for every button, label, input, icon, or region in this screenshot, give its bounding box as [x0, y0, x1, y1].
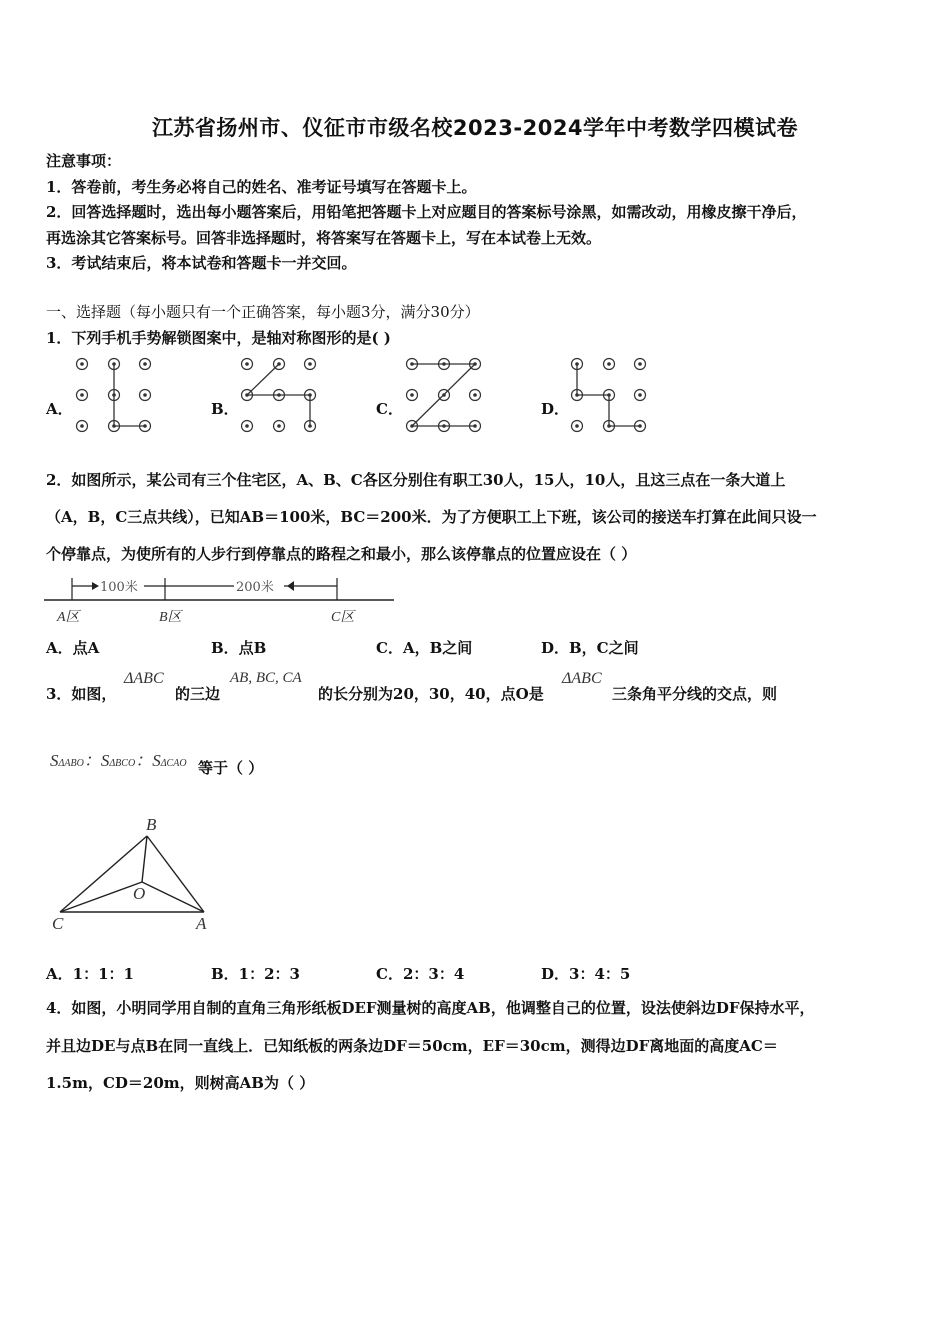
q1-option-b[interactable]: B．: [211, 400, 239, 418]
q3-mid2: 的长分别为20，30，40，点O是: [318, 685, 544, 703]
q3-mid1: 的三边: [175, 685, 221, 703]
q3-point-a: A: [196, 914, 207, 933]
q3-point-o: O: [133, 884, 146, 903]
q3-sides: AB, BC, CA: [230, 670, 302, 686]
notice-item: 再选涂其它答案标号。回答非选择题时，将答案写在答题卡上，写在本试卷上无效。: [46, 229, 602, 247]
q3-option-d[interactable]: D．3：4：5: [541, 965, 631, 983]
q4-line: 4．如图，小明同学用自制的直角三角形纸板DEF测量树的高度AB，他调整自己的位置，设法使斜边DF保持水平，: [46, 999, 815, 1017]
q4-line: 并且边DE与点B在同一直线上．已知纸板的两条边DF＝50cm，EF＝30cm，测得边DF离地面的高度AC＝: [46, 1037, 778, 1055]
q1-option-d[interactable]: D．: [541, 400, 570, 418]
q2-label-c: C区: [331, 610, 355, 625]
unlock-pattern-d: [565, 356, 650, 431]
page-title: 江苏省扬州市、仪征市市级名校2023-2024学年中考数学四模试卷: [151, 116, 799, 140]
q2-line: 个停靠点，为使所有的人步行到停靠点的路程之和最小，那么该停靠点的位置应设在（ ）: [46, 545, 637, 563]
q3-ratio-suffix: 等于（ ）: [198, 759, 264, 777]
q2-line: 2．如图所示，某公司有三个住宅区，A、B、C各区分别住有职工30人，15人，10人，且这三点在一条大道上: [46, 471, 786, 489]
q2-label-a: A区: [57, 610, 80, 625]
q1-option-c[interactable]: C．: [376, 400, 403, 418]
q3-triangle-figure: [52, 830, 212, 915]
notice-item: 1．答卷前，考生务必将自己的姓名、准考证号填写在答题卡上。: [46, 178, 477, 196]
q1-stem: 1．下列手机手势解锁图案中，是轴对称图形的是( ): [46, 329, 391, 347]
q2-label-b: B区: [159, 610, 182, 625]
q2-option-b[interactable]: B．点B: [211, 639, 267, 657]
q3-point-c: C: [52, 914, 64, 933]
q3-triangle-2: ΔABC: [562, 670, 602, 687]
unlock-pattern-a: [70, 356, 155, 431]
q3-area-ratio: SΔABO：SΔBCO：SΔCAO: [50, 751, 187, 770]
q2-label-ab: 100米: [100, 580, 138, 595]
q2-option-a[interactable]: A．点A: [46, 639, 100, 657]
unlock-pattern-b: [235, 356, 320, 431]
q2-option-c[interactable]: C．A，B之间: [376, 639, 473, 657]
notice-item: 2．回答选择题时，选出每小题答案后，用铅笔把答题卡上对应题目的答案标号涂黑，如需改动，用橡皮擦干净后，: [46, 203, 807, 221]
q3-point-b: B: [146, 815, 157, 834]
q2-line: （A，B，C三点共线），已知AB＝100米，BC＝200米．为了方便职工上下班，该公司的接送车打算在此间只设一: [46, 508, 817, 526]
q3-option-a[interactable]: A．1：1：1: [46, 965, 134, 983]
notice-heading: 注意事项：: [46, 152, 122, 170]
section-heading: 一、选择题（每小题只有一个正确答案，每小题3分，满分30分）: [46, 303, 480, 321]
q3-option-c[interactable]: C．2：3：4: [376, 965, 465, 983]
q2-label-bc: 200米: [236, 580, 274, 595]
q3-option-b[interactable]: B．1：2：3: [211, 965, 300, 983]
q3-prefix: 3．如图，: [46, 685, 117, 703]
q4-line: 1.5m，CD＝20m，则树高AB为（ ）: [46, 1074, 315, 1092]
q2-option-d[interactable]: D．B，C之间: [541, 639, 639, 657]
q3-triangle-1: ΔABC: [124, 670, 164, 687]
unlock-pattern-c: [400, 356, 485, 431]
q1-option-a[interactable]: A．: [46, 400, 73, 418]
notice-item: 3．考试结束后，将本试卷和答题卡一并交回。: [46, 254, 357, 272]
q3-suffix: 三条角平分线的交点，则: [612, 685, 778, 703]
